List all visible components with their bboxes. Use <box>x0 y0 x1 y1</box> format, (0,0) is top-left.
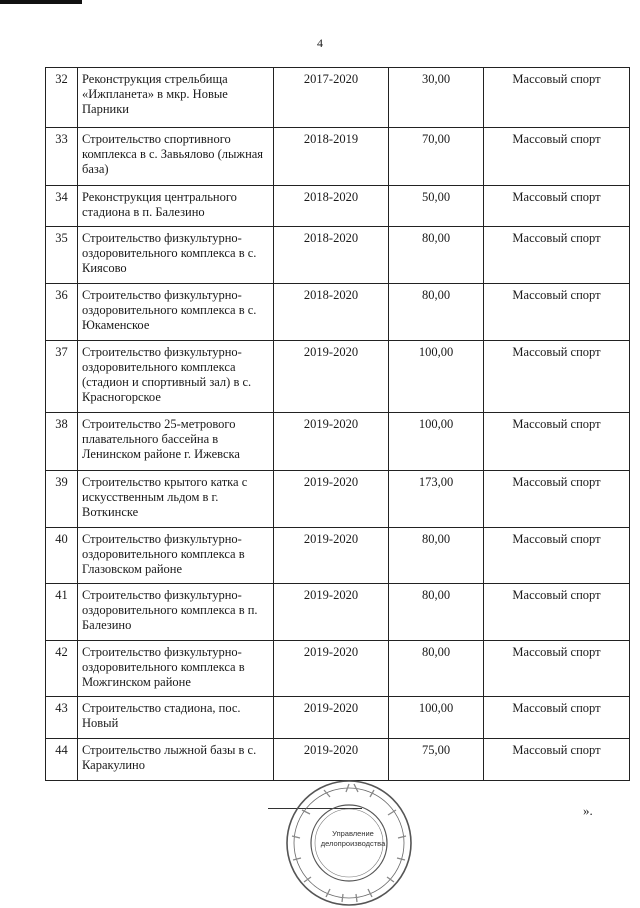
closing-quote: ». <box>583 803 593 818</box>
funding-amount: 80,00 <box>389 284 484 341</box>
row-number: 40 <box>46 528 78 584</box>
funding-amount: 80,00 <box>389 641 484 697</box>
table-row <box>46 413 630 471</box>
sport-direction: Массовый спорт <box>484 697 630 739</box>
stamp-label <box>318 829 388 849</box>
funding-amount: 80,00 <box>389 584 484 641</box>
object-name: Строительство крытого катка с искусственным льдом в г. Воткинске <box>78 471 274 528</box>
object-name: Строительство физкультурно-оздоровительного комплекса в с. Юкаменское <box>78 284 274 341</box>
sport-direction: Массовый спорт <box>484 641 630 697</box>
table-row <box>46 341 630 413</box>
object-name: Реконструкция стрельбища «Ижпланета» в мкр. Новые Парники <box>78 68 274 128</box>
objects-table <box>45 67 630 781</box>
row-number: 37 <box>46 341 78 413</box>
table-row <box>46 186 630 227</box>
stamp-line-1: Управление <box>332 829 374 838</box>
row-number: 38 <box>46 413 78 471</box>
object-name: Строительство физкультурно-оздоровительного комплекса в с. Киясово <box>78 227 274 284</box>
table-row <box>46 584 630 641</box>
sport-direction: Массовый спорт <box>484 68 630 128</box>
table-row <box>46 284 630 341</box>
implementation-period: 2018-2020 <box>274 186 389 227</box>
implementation-period: 2019-2020 <box>274 528 389 584</box>
top-left-rule <box>0 0 82 4</box>
object-name: Строительство стадиона, пос. Новый <box>78 697 274 739</box>
page-number: 4 <box>317 36 323 50</box>
table-row <box>46 641 630 697</box>
object-name: Строительство физкультурно-оздоровительного комплекса в Можгинском районе <box>78 641 274 697</box>
row-number: 39 <box>46 471 78 528</box>
implementation-period: 2019-2020 <box>274 471 389 528</box>
sport-direction: Массовый спорт <box>484 528 630 584</box>
sport-direction: Массовый спорт <box>484 739 630 781</box>
sport-direction: Массовый спорт <box>484 284 630 341</box>
funding-amount: 100,00 <box>389 341 484 413</box>
implementation-period: 2018-2020 <box>274 227 389 284</box>
implementation-period: 2017-2020 <box>274 68 389 128</box>
funding-amount: 173,00 <box>389 471 484 528</box>
implementation-period: 2019-2020 <box>274 584 389 641</box>
sport-direction: Массовый спорт <box>484 584 630 641</box>
sport-direction: Массовый спорт <box>484 471 630 528</box>
table-row <box>46 697 630 739</box>
table-row <box>46 227 630 284</box>
implementation-period: 2018-2020 <box>274 284 389 341</box>
row-number: 42 <box>46 641 78 697</box>
table-row <box>46 739 630 781</box>
implementation-period: 2019-2020 <box>274 413 389 471</box>
funding-amount: 100,00 <box>389 697 484 739</box>
row-number: 43 <box>46 697 78 739</box>
object-name: Строительство лыжной базы в с. Каракулино <box>78 739 274 781</box>
sport-direction: Массовый спорт <box>484 227 630 284</box>
funding-amount: 50,00 <box>389 186 484 227</box>
funding-amount: 100,00 <box>389 413 484 471</box>
row-number: 35 <box>46 227 78 284</box>
implementation-period: 2019-2020 <box>274 739 389 781</box>
object-name: Строительство 25-метрового плавательного бассейна в Ленинском районе г. Ижевска <box>78 413 274 471</box>
row-number: 34 <box>46 186 78 227</box>
sport-direction: Массовый спорт <box>484 128 630 186</box>
object-name: Строительство физкультурно-оздоровительного комплекса в Глазовском районе <box>78 528 274 584</box>
row-number: 33 <box>46 128 78 186</box>
stamp-line-2: делопроизводства <box>320 839 386 848</box>
row-number: 32 <box>46 68 78 128</box>
table-row <box>46 471 630 528</box>
funding-amount: 75,00 <box>389 739 484 781</box>
sport-direction: Массовый спорт <box>484 341 630 413</box>
table-row <box>46 128 630 186</box>
row-number: 44 <box>46 739 78 781</box>
implementation-period: 2018-2019 <box>274 128 389 186</box>
funding-amount: 30,00 <box>389 68 484 128</box>
table-row <box>46 68 630 128</box>
funding-amount: 70,00 <box>389 128 484 186</box>
table-row <box>46 528 630 584</box>
object-name: Реконструкция центрального стадиона в п. Балезино <box>78 186 274 227</box>
implementation-period: 2019-2020 <box>274 697 389 739</box>
row-number: 41 <box>46 584 78 641</box>
object-name: Строительство физкультурно-оздоровительного комплекса в п. Балезино <box>78 584 274 641</box>
object-name: Строительство спортивного комплекса в с. Завьялово (лыжная база) <box>78 128 274 186</box>
row-number: 36 <box>46 284 78 341</box>
implementation-period: 2019-2020 <box>274 641 389 697</box>
sport-direction: Массовый спорт <box>484 413 630 471</box>
sport-direction: Массовый спорт <box>484 186 630 227</box>
funding-amount: 80,00 <box>389 528 484 584</box>
object-name: Строительство физкультурно-оздоровительного комплекса (стадион и спортивный зал) в с. Красногорское <box>78 341 274 413</box>
implementation-period: 2019-2020 <box>274 341 389 413</box>
funding-amount: 80,00 <box>389 227 484 284</box>
